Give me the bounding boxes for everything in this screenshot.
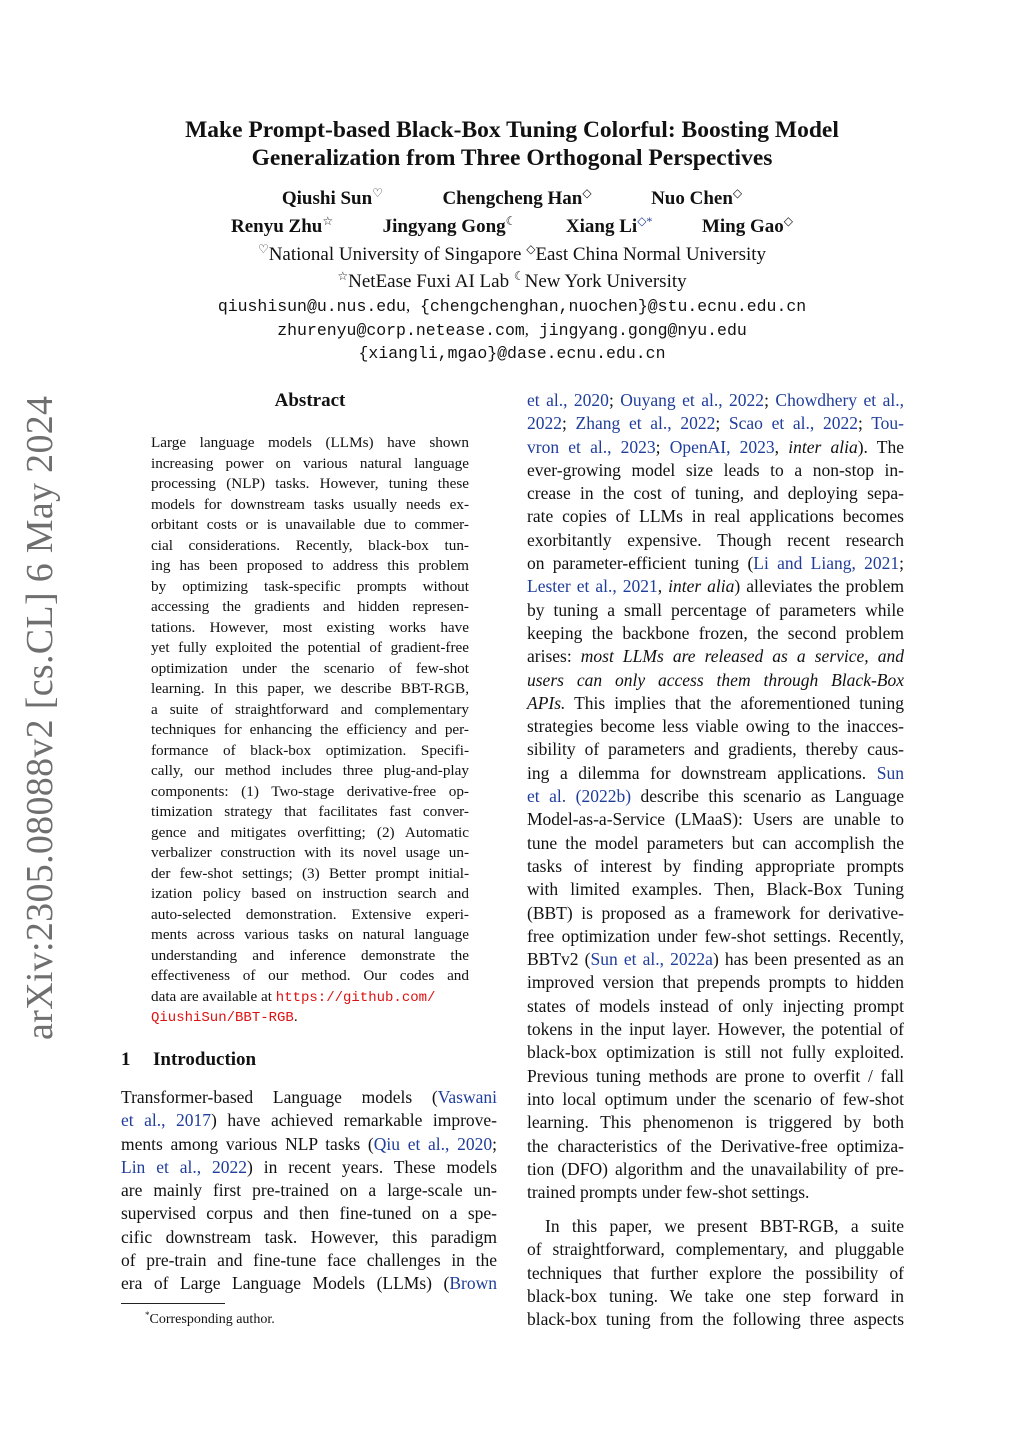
- author: Nuo Chen◇: [651, 186, 743, 209]
- abstract-line: by optimizing task-specific prompts without: [151, 577, 469, 595]
- abstract-line: optimization under the scenario of few-shot: [151, 659, 469, 677]
- abstract-line: verbalizer construction with its novel usage un-: [151, 844, 469, 861]
- abstract-line: cally, our method includes three plug-and-play: [151, 762, 469, 779]
- github-link-cont[interactable]: QiushiSun/BBT-RGB: [151, 1010, 294, 1026]
- email-line-3: {xiangli,mgao}@dase.ecnu.edu.cn: [358, 344, 666, 363]
- abstract-line: Large language models (LLMs) have shown: [151, 434, 469, 451]
- title-line-1: Make Prompt-based Black-Box Tuning Colorful: Boosting Model: [185, 117, 839, 143]
- abstract-line: formance of black-box optimization. Specifi-: [151, 741, 469, 759]
- text-line: In this paper, we present BBT-RGB, a suite: [545, 1216, 904, 1236]
- intro-right-column: [527, 389, 904, 1204]
- citation-link[interactable]: Sun et al., 2022a: [590, 949, 713, 970]
- author: Chengcheng Han◇: [442, 186, 592, 209]
- abstract-line: a suite of straightforward and complementary: [151, 700, 469, 718]
- text-line: tune the model parameters but can accomplish the: [527, 832, 904, 853]
- citation-link[interactable]: Tou-: [871, 413, 904, 434]
- text-line: Previous tuning methods are prone to overfit / fall: [527, 1065, 904, 1086]
- text-line: APIs. This implies that the aforementioned tuning: [527, 692, 904, 713]
- text-line: learning. This phenomenon is triggered by both: [527, 1112, 904, 1133]
- email-line-2: zhurenyu@corp.netease.com, jingyang.gong@nyu.edu: [277, 320, 747, 340]
- abstract-line: cial considerations. Recently, black-box tun-: [151, 536, 469, 554]
- text-line: era of Large Language Models (LLMs) (Brown: [121, 1273, 497, 1294]
- text-line: of straightforward, complementary, and pluggable: [527, 1239, 904, 1260]
- text-line: keeping the backbone frozen, the second problem: [527, 622, 904, 643]
- text-line: Model-as-a-Service (LMaaS): Users are unable to: [527, 809, 904, 830]
- citation-link[interactable]: et al. (2022b): [527, 786, 632, 807]
- author-row-1: [120, 186, 904, 210]
- text-line: black-box optimization is still not fully exploited.: [527, 1042, 904, 1063]
- citation-link[interactable]: Ouyang et al., 2022: [620, 390, 765, 410]
- author: Ming Gao◇: [701, 214, 793, 237]
- abstract-line: increasing power on various natural language: [151, 454, 469, 472]
- citation-link[interactable]: et al., 2017: [121, 1110, 212, 1131]
- citation-link[interactable]: Vaswani: [437, 1087, 497, 1107]
- abstract-line-link: QiushiSun/BBT-RGB.: [151, 1008, 298, 1026]
- text-line: ments among various NLP tasks (Qiu et al., 2020;: [121, 1133, 497, 1154]
- title-line-2: Generalization from Three Orthogonal Perspectives: [251, 145, 773, 171]
- affiliations-line-2: ☆NetEase Fuxi AI Lab ☾New York University: [337, 269, 687, 292]
- text-line: tokens in the input layer. However, the potential of: [527, 1019, 904, 1040]
- abstract-line: models for downstream tasks usually needs ex-: [151, 495, 469, 513]
- author-row-2: [120, 214, 904, 238]
- text-line: ever-growing model size leads to a non-stop in-: [527, 459, 904, 480]
- text-line: (BBT) is proposed as a framework for derivative-: [527, 902, 904, 923]
- abstract-heading: Abstract: [274, 390, 346, 411]
- text-line: et al. (2022b) describe this scenario as Language: [527, 786, 904, 807]
- text-line: tion (DFO) algorithm and the unavailability of pre-: [527, 1158, 904, 1179]
- abstract-body: [151, 433, 469, 1028]
- footnote: *Corresponding author.: [145, 1310, 275, 1327]
- abstract-line: accessing the gradients and hidden represen-: [151, 598, 469, 615]
- text-line: free optimization under few-shot settings. Recently,: [527, 925, 904, 946]
- text-line: the characteristics of the Derivative-free optimiza-: [527, 1135, 904, 1156]
- text-line: are mainly first pre-trained on a large-scale un-: [121, 1180, 497, 1201]
- text-line: vron et al., 2023; OpenAI, 2023, inter alia). The: [527, 436, 905, 457]
- author: Jingyang Gong☾: [382, 214, 517, 237]
- abstract-line: orbitant costs or is unavailable due to commer-: [151, 516, 469, 533]
- citation-link[interactable]: Lester et al., 2021: [527, 576, 658, 597]
- text-line: supervised corpus and then fine-tuned on a spe-: [121, 1203, 497, 1224]
- abstract-line: gence and mitigates overfitting; (2) Automatic: [151, 823, 469, 841]
- abstract-line: ization policy based on instruction search and: [151, 885, 469, 902]
- text-line: ing a dilemma for downstream applications. Sun: [527, 762, 904, 783]
- text-line: Lester et al., 2021, inter alia) alleviates the problem: [527, 576, 904, 597]
- text-line: cific downstream task. However, this paradigm: [121, 1226, 497, 1247]
- text-line: of pre-train and fine-tune face challenges in the: [121, 1250, 497, 1271]
- abstract-line: learning. In this paper, we describe BBT-RGB,: [151, 680, 469, 697]
- author: Xiang Li◇*: [565, 214, 653, 237]
- abstract-line: der few-shot settings; (3) Better prompt initial-: [151, 864, 469, 882]
- text-line: rate copies of LLMs in real applications becomes: [527, 506, 904, 527]
- text-line: Transformer-based Language models (Vaswani: [121, 1087, 497, 1107]
- citation-link[interactable]: Scao et al., 2022: [728, 413, 858, 434]
- text-line: 2022; Zhang et al., 2022; Scao et al., 2022; Tou-: [527, 413, 904, 434]
- abstract-line: auto-selected demonstration. Extensive experi-: [151, 905, 469, 923]
- abstract-line: timization strategy that facilitates fast conver-: [151, 803, 469, 820]
- citation-link[interactable]: 2022: [527, 413, 562, 434]
- text-line: users can only access them through Black-Box: [527, 669, 904, 690]
- citation-link[interactable]: Li and Liang, 2021: [753, 553, 900, 574]
- email-line-1: qiushisun@u.nus.edu, {chengchenghan,nuochen}@stu.ecnu.edu.cn: [217, 296, 807, 316]
- text-line: exorbitantly expensive. Though recent research: [527, 529, 904, 550]
- intro-left-column: [121, 1086, 497, 1296]
- text-line: sibility of parameters and gradients, thereby caus-: [527, 739, 904, 760]
- paper-title: [110, 116, 914, 172]
- arxiv-identifier: arXiv:2305.08088v2 [cs.CL] 6 May 2024: [19, 395, 61, 1040]
- abstract-line: techniques for enhancing the efficiency and per-: [151, 721, 469, 738]
- text-line: on parameter-efficient tuning (Li and Liang, 2021;: [527, 553, 904, 574]
- text-line: trained prompts under few-shot settings.: [527, 1182, 810, 1203]
- section-heading-introduction: 1 Introduction: [121, 1049, 257, 1070]
- abstract-line: ments across various tasks on natural language: [151, 926, 469, 943]
- text-line: strategies become less viable owing to the inacces-: [527, 716, 904, 737]
- affiliations-line-1: ♡National University of Singapore ◇East China Normal University: [257, 242, 767, 265]
- citation-link[interactable]: Chowdhery et al.,: [775, 390, 904, 410]
- citation-link[interactable]: Brown: [449, 1273, 497, 1294]
- text-line: tasks of interest by finding appropriate prompts: [527, 855, 904, 876]
- citation-link[interactable]: vron et al., 2023: [527, 436, 656, 457]
- text-line: et al., 2017) have achieved remarkable improve-: [121, 1110, 497, 1131]
- text-line: states of models instead of only injecting prompt: [527, 995, 904, 1016]
- text-line: black-box tuning from the following three aspects: [527, 1309, 904, 1330]
- text-line: crease in the cost of tuning, and deploying sepa-: [527, 483, 904, 504]
- text-line: techniques that further explore the possibility of: [527, 1262, 904, 1283]
- abstract-line: effectiveness of our method. Our codes and: [151, 967, 469, 984]
- citation-link[interactable]: Zhang et al., 2022: [575, 413, 716, 434]
- citation-link[interactable]: OpenAI, 2023: [669, 436, 775, 457]
- footnote-rule: [121, 1303, 225, 1304]
- text-line: by tuning a small percentage of parameters while: [527, 599, 904, 620]
- citation-link[interactable]: Sun: [876, 762, 904, 783]
- abstract-line-data: data are available at https://github.com/: [151, 987, 436, 1006]
- text-line: black-box tuning. We take one step forward in: [527, 1285, 904, 1306]
- citation-link[interactable]: et al., 2020: [527, 390, 609, 410]
- text-line: into local optimum under the scenario of few-shot: [527, 1088, 904, 1109]
- text-line: BBTv2 (Sun et al., 2022a) has been presented as an: [527, 949, 904, 970]
- abstract-line: ing has been proposed to address this problem: [151, 557, 469, 574]
- github-link[interactable]: https://github.com/: [275, 989, 436, 1006]
- author: Renyu Zhu☆: [231, 214, 334, 237]
- abstract-line: components: (1) Two-stage derivative-free op-: [151, 782, 469, 800]
- citation-link[interactable]: Lin et al., 2022: [121, 1156, 248, 1177]
- text-line: with limited examples. Then, Black-Box Tuning: [527, 879, 904, 900]
- abstract-line: yet fully exploited the potential of gradient-free: [151, 639, 469, 656]
- text-line: Lin et al., 2022) in recent years. These models: [121, 1156, 498, 1177]
- citation-link[interactable]: Qiu et al., 2020: [373, 1133, 493, 1154]
- intro-right-paragraph-2: [527, 1215, 904, 1331]
- text-line: et al., 2020; Ouyang et al., 2022; Chowdhery et al.,: [527, 390, 904, 410]
- text-line: arises: most LLMs are released as a service, and: [527, 646, 904, 667]
- abstract-line: processing (NLP) tasks. However, tuning these: [151, 475, 469, 492]
- abstract-line: tations. However, most existing works have: [151, 618, 469, 636]
- text-line: improved version that prepends prompts to hidden: [527, 972, 904, 993]
- author: Qiushi Sun♡: [281, 186, 383, 209]
- abstract-line: understanding and inference demonstrate the: [151, 946, 469, 964]
